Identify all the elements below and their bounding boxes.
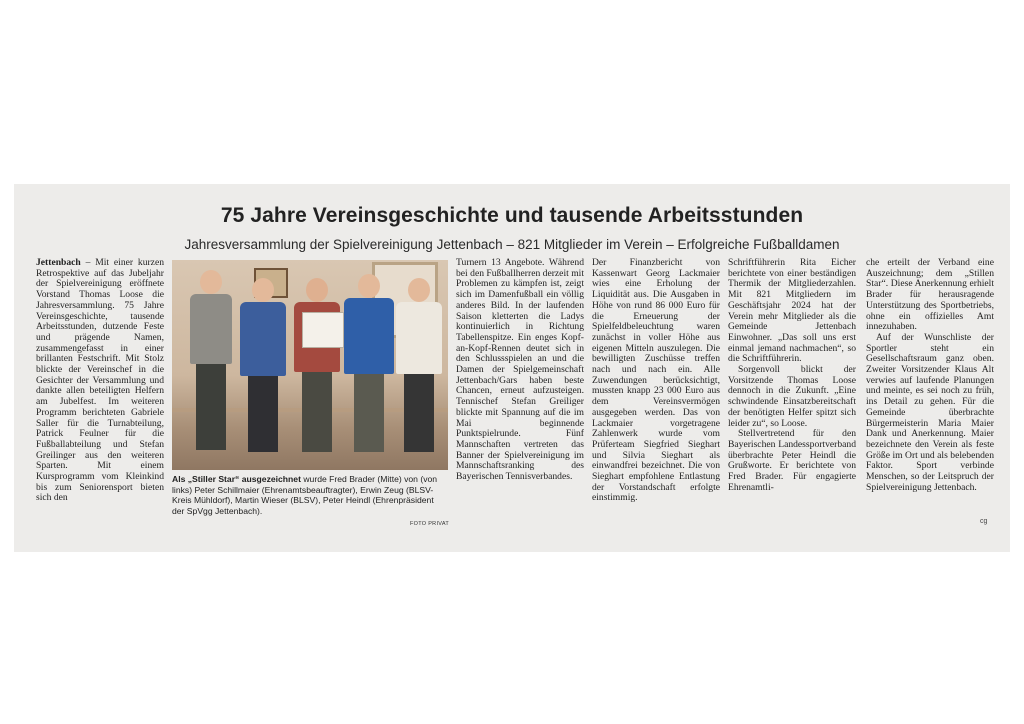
award-certificate	[302, 312, 344, 348]
column-1-text: – Mit einer kurzen Retrospektive auf das Jubeljahr der Spielvereinigung eröffnete Vorstand Thomas Loose die Jahresversammlung. 75 Jahre Vereinsgeschichte, tausende Arbeitsstunden, dutzende Feste und prägende Namen, zusammengefasst in einer brillanten Festschrift. Mit Stolz blickte der Vereinschef in die Gesichter der Versammlung und dankte allen beteiligten Helfern am Jubelfest. Im weiteren Programm berichteten Gabriele Saller für die Turnabteilung, Patrick Feulner für die Fußballabteilung und Stefan Greilinger aus den weiteren Sparten. Mit einem Kursprogramm vom Kleinkind bis zum Seniorensport bieten sich den	[36, 258, 164, 504]
article-headline: 75 Jahre Vereinsgeschichte und tausende Arbeitsstunden	[220, 204, 804, 227]
caption-lead: Als „Stiller Star“ ausgezeichnet	[172, 474, 301, 484]
column-5-paragraph: Sorgenvoll blickt der Vorsitzende Thomas Loose dennoch in die Zukunft. „Eine schwindende Einsatzbereitschaft der benötigten Helfer spitzt sich leider zu“, so Loose.	[728, 364, 856, 429]
column-6-paragraph: che erteilt der Verband eine Auszeichnung; dem „Stillen Star“. Diese Anerkennung erhielt Brader für herausragende Unterstützung des Sportbetriebs, ohne ein offizielles Amt innezuhaben.	[866, 258, 994, 333]
newspaper-clipping	[14, 184, 1010, 552]
column-3-text: Turnern 13 Angebote. Während bei den Fußballherren derzeit mit Problemen zu kämpfen ist, zeigt sich im Damenfußball ein völlig anderes Bild. In der laufenden Saison kletterten die Ladys kontinuierlich in Richtung Tabellenspitze. Ein enges Kopf-an-Kopf-Rennen deutet sich in den Schlussspielen an und die Damen der Spielgemeinschaft Jettenbach/Gars haben beste Chancen, erneut aufzusteigen. Tennischef Stefan Greiliger blickte mit Spannung auf die im Mai beginnende Punktspielrunde. Fünf Mannschaften vertreten das Banner der Spielvereinigung im Mannschaftsranking des Bayerischen Tennisverbandes.	[456, 258, 584, 483]
column-6-paragraph: Auf der Wunschliste der Sportler steht ein Gesellschaftsraum ganz oben. Zweiter Vorsitzender Klaus Alt verwies auf laufende Planungen und meinte, es sei noch zu früh, ins Detail zu gehen. Für die Gemeinde überbrachte Bürgermeisterin Maria Maier Dank und Anerkennung. Maier bezeichnete den Verein als feste Größe im Ort und als belebenden Faktor. Sport verbinde Menschen, so der Leitspruch der Spielvereinigung Jettenbach.	[866, 331, 994, 493]
text-column-1	[36, 258, 164, 548]
text-column-6	[866, 258, 994, 548]
text-column-4	[592, 258, 720, 548]
dateline: Jettenbach	[36, 258, 81, 268]
text-column-5	[728, 258, 856, 548]
column-5-paragraph: Stellvertretend für den Bayerischen Landessportverband überbrachte Peter Heindl die Grußworte. Er berichtete von Fred Brader. Für engagierte Ehrenamtli-	[728, 428, 856, 493]
column-4-paragraph: Der Finanzbericht von Kassenwart Georg Lackmaier wies eine Erholung der Liquidität aus. Die Ausgaben in Höhe von rund 86 000 Euro für die Erneuerung der Spielfeldbeleuchtung waren zunächst in voller Höhe aus eigenen Mitteln auszulegen. Die bewilligten Zuschüsse treffen nach und nach ein. Alle Zuwendungen berücksichtigt, mussten knapp 23 000 Euro aus dem Vereinsvermögen ausgegeben werden. Das von Lackmaier vorgetragene Zahlenwerk wurde vom Prüferteam Siegfried Sieghart und Silvia Sieghart als einwandfrei bezeichnet. Die von Sieghart empfohlene Entlastung der Vorstandschaft erfolgte einstimmig.	[592, 258, 720, 504]
author-mark: cg	[980, 518, 988, 525]
photo-credit: FOTO PRIVAT	[410, 521, 450, 527]
column-5-paragraph: Schriftführerin Rita Eicher berichtete von einer beständigen Thermik der Mitgliederzahlen. Mit 821 Mitgliedern im Geschäftsjahr 2024 hat der Verein mehr Mitglieder als die Gemeinde Jettenbach Einwohner. „Das soll uns erst einmal jemand nachmachen“, so die Schriftführerin.	[728, 258, 856, 365]
award-photo	[172, 260, 448, 470]
caption-text: wurde Fred Brader (Mitte) von (von links) Peter Schillmaier (Ehrenamtsbeauftragter), Erwin Zeug (BLSV-Kreis Mühldorf), Martin Wieser (BLSV), Peter Heindl (Ehrenpräsident der SpVgg Jettenbach).	[172, 474, 438, 516]
article-subheadline: Jahresversammlung der Spielvereinigung Jettenbach – 821 Mitglieder im Verein – Erfolgreiche Fußballdamen	[184, 237, 840, 252]
photo-caption	[172, 474, 448, 516]
text-column-3	[456, 258, 584, 548]
